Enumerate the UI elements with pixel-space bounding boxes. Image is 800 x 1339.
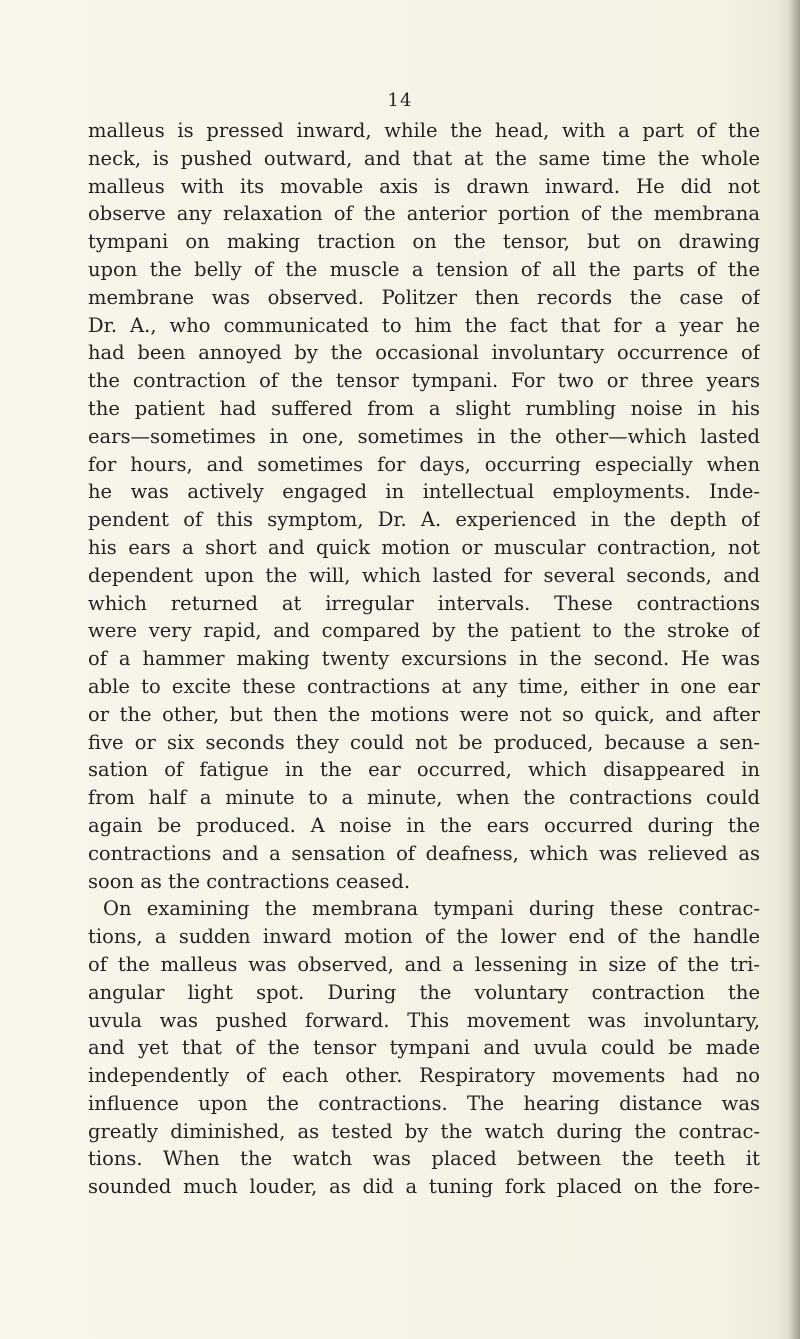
text-line: dependent upon the will, which lasted for several seconds, and bbox=[88, 563, 760, 587]
text-line: upon the belly of the muscle a tension of all the parts of the bbox=[88, 257, 760, 281]
text-line: contractions and a sensation of deafness, which was relieved as bbox=[88, 841, 760, 865]
text-line: the contraction of the tensor tympani. For two or three years bbox=[88, 369, 760, 393]
text-line: able to excite these contractions at any time, either in one ear bbox=[88, 674, 760, 698]
text-line: were very rapid, and compared by the patient to the stroke of bbox=[88, 619, 760, 643]
text-line: malleus is pressed inward, while the head, with a part of the bbox=[88, 119, 760, 142]
text-line: membrane was observed. Politzer then records the case of bbox=[88, 285, 760, 309]
text-line: and yet that of the tensor tympani and uvula could be made bbox=[88, 1036, 760, 1060]
text-line: Dr. A., who communicated to him the fact that for a year he bbox=[88, 313, 760, 337]
text-line: On examining the membrana tympani during these contrac- bbox=[103, 897, 760, 921]
text-line: for hours, and sometimes for days, occurring especially when bbox=[88, 452, 760, 476]
text-line: which returned at irregular intervals. These contractions bbox=[88, 591, 760, 615]
text-line: sation of fatigue in the ear occurred, which disappeared in bbox=[88, 758, 760, 782]
text-line: tions. When the watch was placed between the teeth it bbox=[88, 1147, 760, 1171]
text-line: soon as the contractions ceased. bbox=[88, 869, 411, 893]
text-line: sounded much louder, as did a tuning fork placed on the fore- bbox=[88, 1175, 760, 1199]
text-line: uvula was pushed forward. This movement was involuntary, bbox=[88, 1008, 760, 1032]
text-line: the patient had suffered from a slight rumbling noise in his bbox=[88, 396, 760, 420]
page-edge-shadow bbox=[788, 0, 800, 1339]
text-line: five or six seconds they could not be produced, because a sen- bbox=[88, 730, 760, 754]
text-line: again be produced. A noise in the ears occurred during the bbox=[88, 813, 760, 837]
text-line: independently of each other. Respiratory movements had no bbox=[88, 1064, 760, 1088]
text-line: from half a minute to a minute, when the contractions could bbox=[88, 786, 760, 810]
page-number: 14 bbox=[387, 90, 413, 111]
text-line: neck, is pushed outward, and that at the same time the whole bbox=[88, 146, 760, 170]
text-line: ears—sometimes in one, sometimes in the other—which lasted bbox=[88, 424, 760, 448]
text-line: angular light spot. During the voluntary contraction the bbox=[88, 980, 760, 1004]
text-line: of the malleus was observed, and a lessening in size of the tri- bbox=[88, 952, 760, 976]
text-line: or the other, but then the motions were not so quick, and after bbox=[88, 702, 760, 726]
text-line: tympani on making traction on the tensor, but on drawing bbox=[88, 230, 760, 254]
text-line: had been annoyed by the occasional involuntary occurrence of bbox=[88, 341, 760, 365]
text-line: tions, a sudden inward motion of the lower end of the handle bbox=[88, 925, 760, 949]
text-line: he was actively engaged in intellectual employments. Inde- bbox=[88, 480, 760, 504]
text-line: pendent of this symptom, Dr. A. experienced in the depth of bbox=[88, 508, 760, 532]
text-line: influence upon the contractions. The hearing distance was bbox=[88, 1091, 760, 1115]
body-text bbox=[88, 117, 760, 1201]
text-line: greatly diminished, as tested by the watch during the contrac- bbox=[88, 1119, 760, 1143]
text-line: malleus with its movable axis is drawn inward. He did not bbox=[88, 174, 760, 198]
text-line: observe any relaxation of the anterior portion of the membrana bbox=[88, 202, 760, 226]
text-line: of a hammer making twenty excursions in the second. He was bbox=[88, 647, 760, 671]
text-line: his ears a short and quick motion or muscular contraction, not bbox=[88, 535, 760, 559]
